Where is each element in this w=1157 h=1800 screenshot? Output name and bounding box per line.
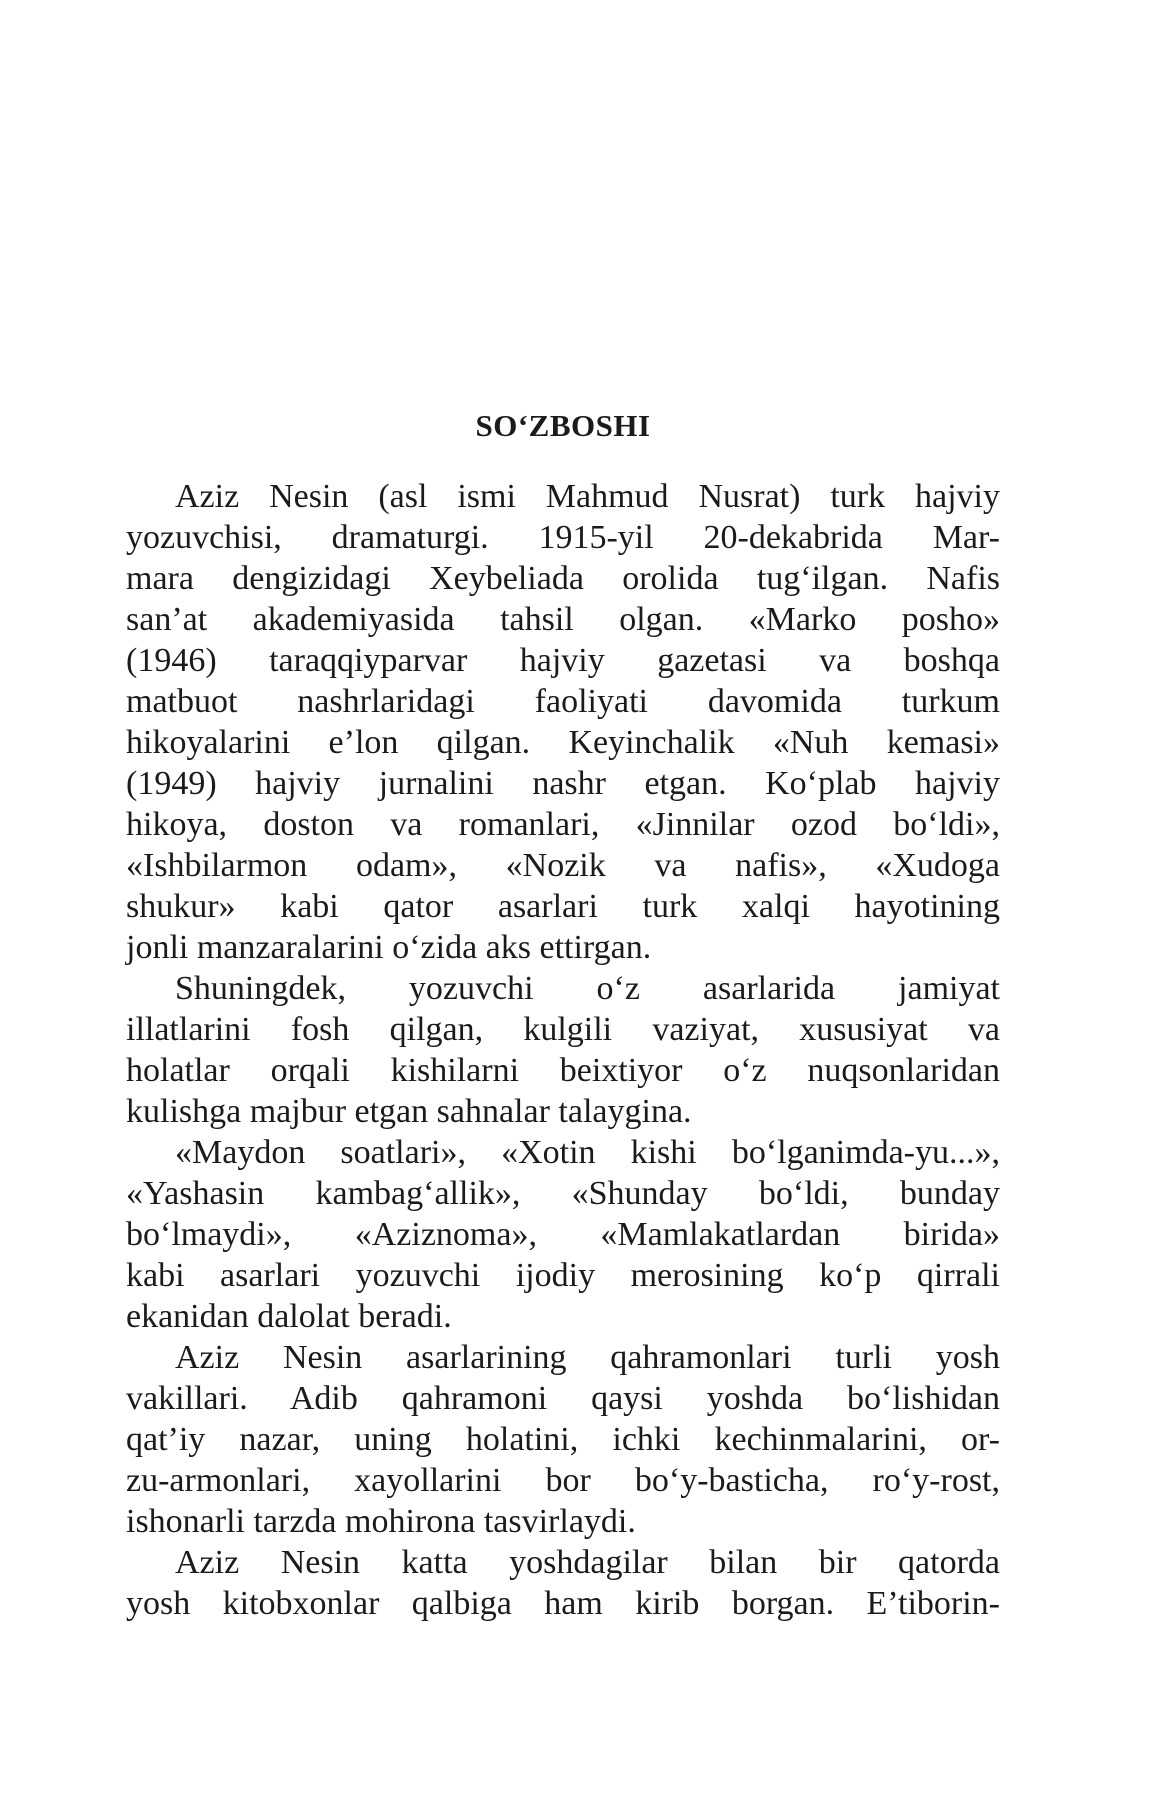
- text-line: zu-armonlari, xayollarini bor boʻy-basticha, roʻy-rost,: [126, 1462, 1000, 1499]
- text-line: vakillari. Adib qahramoni qaysi yoshda boʻlishidan: [126, 1380, 1000, 1417]
- text-line: shukur» kabi qator asarlari turk xalqi hayotining: [126, 888, 1000, 925]
- text-line: hikoyalarini e’lon qilgan. Keyinchalik «Nuh kemasi»: [126, 724, 1000, 761]
- text-line: kabi asarlari yozuvchi ijodiy merosining koʻp qirrali: [126, 1257, 1000, 1294]
- text-line: «Yashasin kambagʻallik», «Shunday boʻldi, bunday: [126, 1175, 1000, 1212]
- text-line: kulishga majbur etgan sahnalar talaygina.: [126, 1093, 692, 1130]
- paragraph: [126, 1132, 1000, 1337]
- text-line: Shuningdek, yozuvchi oʻz asarlarida jamiyat: [175, 970, 1000, 1007]
- text-line: «Ishbilarmon odam», «Nozik va nafis», «Xudoga: [126, 847, 1000, 884]
- text-line: illatlarini fosh qilgan, kulgili vaziyat, xususiyat va: [126, 1011, 1000, 1048]
- text-line: boʻlmaydi», «Aziznoma», «Mamlakatlardan birida»: [126, 1216, 1000, 1253]
- page-title: SOʻZBOSHI: [475, 408, 651, 443]
- text-line: jonli manzaralarini oʻzida aks ettirgan.: [126, 929, 652, 966]
- text-block: [126, 405, 1000, 1624]
- text-line: yozuvchisi, dramaturgi. 1915-yil 20-dekabrida Mar-: [126, 519, 1000, 556]
- text-line: (1946) taraqqiyparvar hajviy gazetasi va boshqa: [126, 642, 1000, 679]
- paragraph: [126, 1337, 1000, 1542]
- paragraph: [126, 476, 1000, 968]
- text-line: Aziz Nesin (asl ismi Mahmud Nusrat) turk hajviy: [175, 478, 1000, 515]
- paragraph: [126, 968, 1000, 1132]
- text-line: mara dengizidagi Xeybeliada orolida tugʻilgan. Nafis: [126, 560, 1000, 597]
- text-line: san’at akademiyasida tahsil olgan. «Marko posho»: [126, 601, 1000, 638]
- text-line: (1949) hajviy jurnalini nashr etgan. Koʻplab hajviy: [126, 765, 1000, 802]
- text-line: qat’iy nazar, uning holatini, ichki kechinmalarini, or-: [126, 1421, 1000, 1458]
- body-text: [126, 476, 1000, 1624]
- text-line: «Maydon soatlari», «Xotin kishi boʻlganimda-yu...»,: [175, 1134, 1000, 1171]
- text-line: ekanidan dalolat beradi.: [126, 1298, 452, 1335]
- text-line: Aziz Nesin katta yoshdagilar bilan bir qatorda: [175, 1544, 1000, 1581]
- text-line: ishonarli tarzda mohirona tasvirlaydi.: [126, 1503, 636, 1540]
- text-line: Aziz Nesin asarlarining qahramonlari turli yosh: [175, 1339, 1000, 1376]
- text-line: hikoya, doston va romanlari, «Jinnilar ozod boʻldi»,: [126, 806, 1000, 843]
- paragraph: [126, 1542, 1000, 1624]
- text-line: matbuot nashrlaridagi faoliyati davomida turkum: [126, 683, 1000, 720]
- text-line: holatlar orqali kishilarni beixtiyor oʻz nuqsonlaridan: [126, 1052, 1000, 1089]
- text-line: yosh kitobxonlar qalbiga ham kirib borgan. E’tiborin-: [126, 1585, 1000, 1622]
